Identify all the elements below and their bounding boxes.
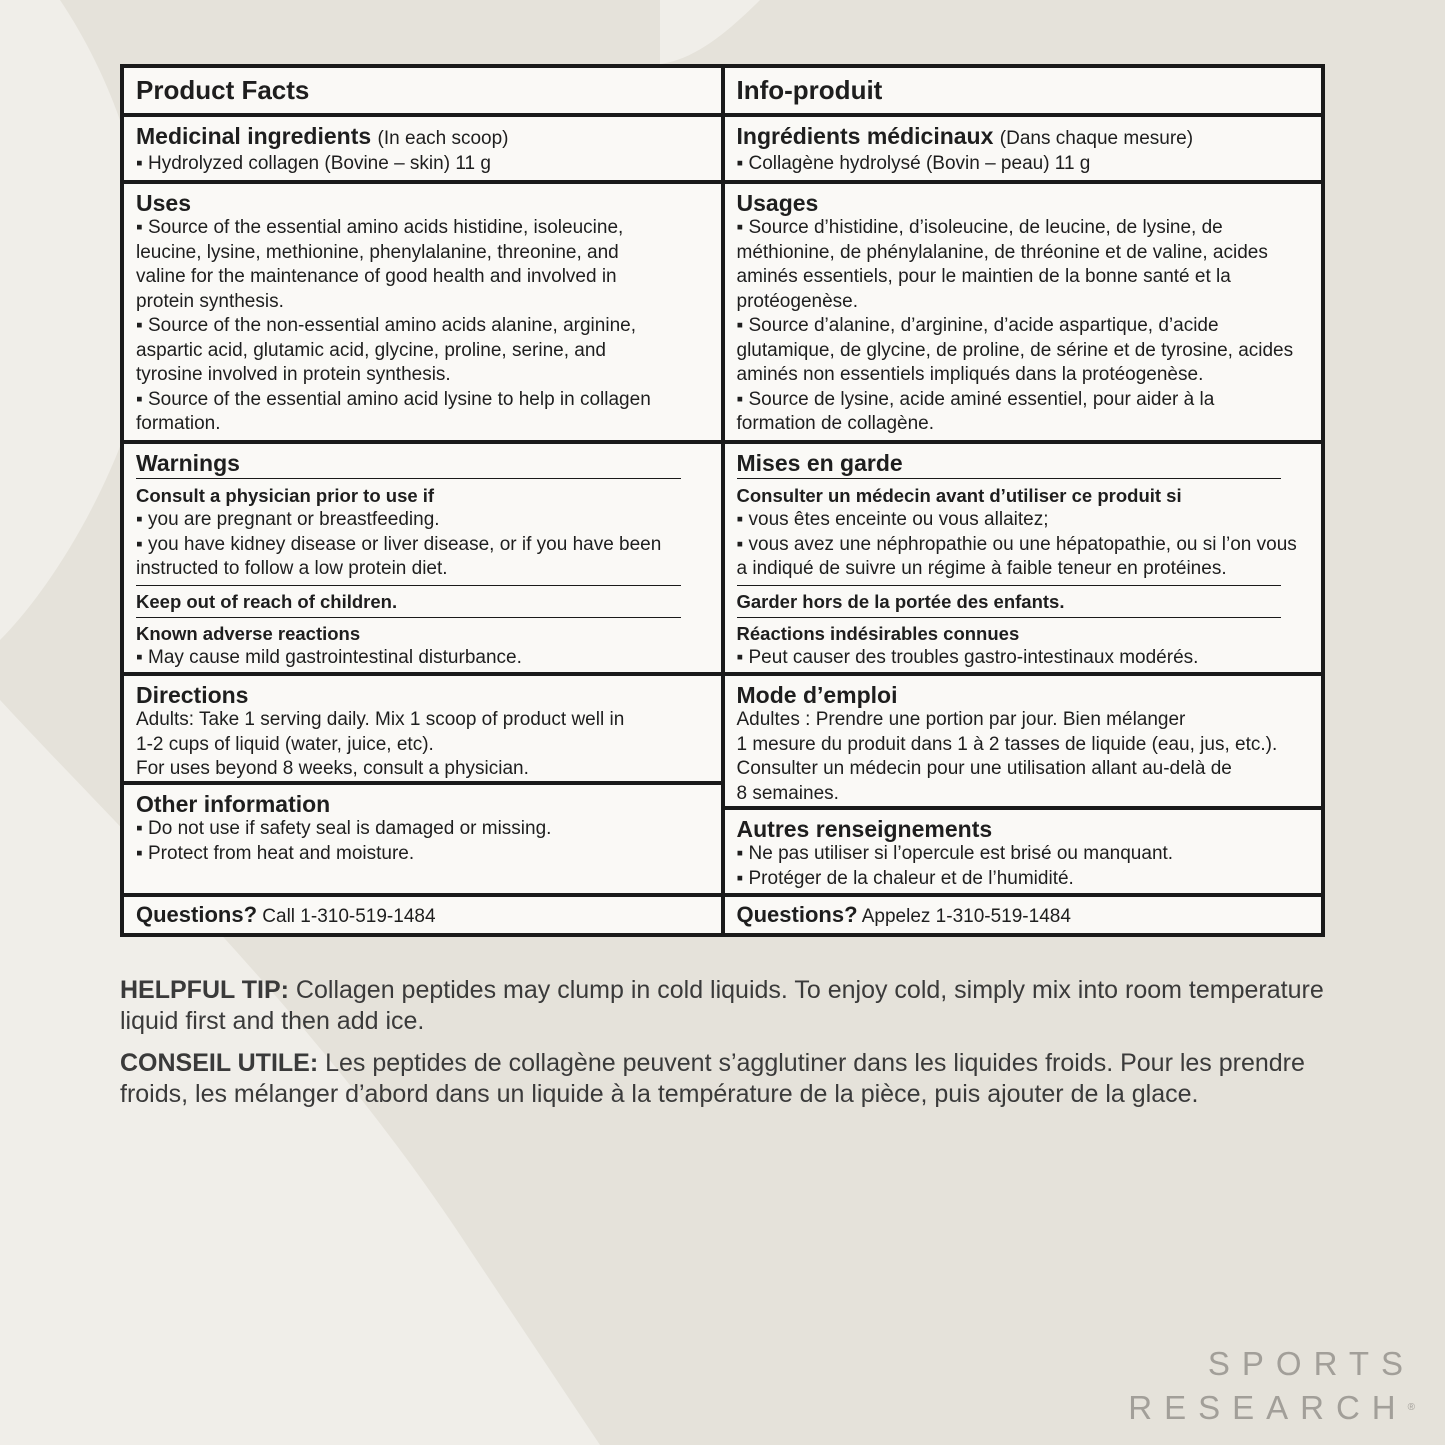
fr-other-line: ▪ Ne pas utiliser si l’opercule est brisé ou manquant.	[736, 843, 1174, 864]
en-medicinal-ingredients	[124, 117, 721, 180]
en-questions-label: Questions?	[136, 902, 258, 927]
helpful-tip-label: HELPFUL TIP:	[120, 976, 289, 1004]
french-column	[725, 68, 1322, 933]
fr-uses-line: ▪ Source de lysine, acide aminé essentiel, pour aider à la	[736, 388, 1215, 410]
fr-uses-line: glutamique, de glycine, de proline, de sérine et de tyrosine, acides	[736, 339, 1294, 361]
fr-questions-phone[interactable]: Appelez 1-310-519-1484	[857, 906, 1071, 927]
en-other-line: ▪ Protect from heat and moisture.	[136, 842, 415, 864]
fr-consult-line: a indiqué de suivre un régime à faible teneur en protéines.	[736, 558, 1227, 579]
fr-questions	[725, 897, 1322, 933]
en-consult-heading: Consult a physician prior to use if	[136, 485, 435, 506]
en-title-cell	[124, 68, 721, 113]
fr-uses-line: protéogenèse.	[736, 290, 858, 312]
en-uses-line: protein synthesis.	[136, 290, 284, 312]
divider	[136, 617, 681, 618]
tips-section	[120, 975, 1325, 1121]
en-directions-heading: Directions	[136, 682, 249, 708]
en-medicinal-heading: Medicinal ingredients	[136, 123, 372, 149]
fr-uses-line: méthionine, de phénylalanine, de thréonine et de valine, acides	[736, 241, 1268, 263]
en-consult-line: ▪ you have kidney disease or liver disease, or if you have been	[136, 533, 662, 555]
en-other-line: ▪ Do not use if safety seal is damaged or missing.	[136, 818, 552, 839]
en-directions-line: For uses beyond 8 weeks, consult a physician.	[136, 758, 529, 779]
en-uses-line: tyrosine involved in protein synthesis.	[136, 364, 451, 385]
fr-warnings	[725, 444, 1322, 672]
en-uses-line: leucine, lysine, methionine, phenylalanine, threonine, and	[136, 241, 619, 263]
fr-directions-line: Adultes : Prendre une portion par jour. Bien mélanger	[736, 709, 1186, 730]
en-medicinal-line: ▪ Hydrolyzed collagen (Bovine – skin) 11 g	[136, 153, 491, 174]
conseil-utile-text: Les peptides de collagène peuvent s’agglutiner dans les liquides froids. Pour les prendre froids, les mélanger d’abord dans un liquide à la température de la pièce, puis ajouter de la glace.	[120, 1049, 1305, 1108]
en-questions	[124, 897, 721, 933]
fr-medicinal-ingredients	[725, 117, 1322, 180]
en-other-heading: Other information	[136, 791, 331, 817]
fr-known-heading: Réactions indésirables connues	[736, 622, 1020, 644]
fr-directions-line: 1 mesure du produit dans 1 à 2 tasses de liquide (eau, jus, etc.).	[736, 733, 1278, 755]
fr-title-cell	[725, 68, 1322, 113]
helpful-tip-text: Collagen peptides may clump in cold liquids. To enjoy cold, simply mix into room temperature liquid first and then add ice.	[120, 976, 1324, 1035]
en-consult-line: instructed to follow a low protein diet.	[136, 558, 448, 579]
fr-uses-line: ▪ Source d’histidine, d’isoleucine, de leucine, de lysine, de	[736, 217, 1223, 238]
en-uses	[124, 184, 721, 440]
fr-uses-heading: Usages	[736, 190, 819, 216]
fr-directions	[725, 676, 1322, 806]
registered-mark: ®	[1407, 1402, 1415, 1413]
logo-line-2: RESEARCH	[1128, 1389, 1408, 1426]
fr-other-heading: Autres renseignements	[736, 816, 993, 842]
fr-uses-line: aminés essentiels, pour le maintien de la bonne santé et la	[736, 266, 1231, 287]
en-uses-heading: Uses	[136, 190, 191, 216]
fr-directions-line: 8 semaines.	[736, 782, 839, 804]
fr-keep-out: Garder hors de la portée des enfants.	[736, 590, 1065, 612]
en-uses-line: valine for the maintenance of good health and involved in	[136, 266, 617, 287]
en-known-heading: Known adverse reactions	[136, 622, 361, 644]
en-warnings-heading: Warnings	[136, 450, 681, 479]
divider	[136, 585, 681, 586]
en-known-line: ▪ May cause mild gastrointestinal disturbance.	[136, 646, 522, 668]
fr-uses-line: aminés non essentiels impliqués dans la protéogenèse.	[736, 364, 1204, 385]
en-consult-line: ▪ you are pregnant or breastfeeding.	[136, 509, 440, 530]
fr-directions-line: Consulter un médecin pour une utilisation allant au-delà de	[736, 758, 1232, 779]
fr-medicinal-sub: (Dans chaque mesure)	[999, 128, 1194, 149]
fr-medicinal-heading: Ingrédients médicinaux	[736, 123, 994, 149]
fr-consult-heading: Consulter un médecin avant d’utiliser ce produit si	[736, 485, 1182, 506]
en-directions-line: Adults: Take 1 serving daily. Mix 1 scoop of product well in	[136, 709, 625, 730]
fr-known-line: ▪ Peut causer des troubles gastro-intestinaux modérés.	[736, 646, 1199, 668]
fr-directions-heading: Mode d’emploi	[736, 682, 898, 708]
en-medicinal-sub: (In each scoop)	[377, 128, 509, 149]
fr-uses-line: formation de collagène.	[736, 413, 935, 434]
en-uses-line: ▪ Source of the essential amino acids histidine, isoleucine,	[136, 217, 624, 238]
english-column	[124, 68, 721, 933]
sports-research-logo	[1128, 1342, 1415, 1430]
helpful-tip	[120, 975, 1325, 1037]
en-uses-line: formation.	[136, 413, 221, 434]
divider	[737, 585, 1282, 586]
logo-line-1: SPORTS	[1207, 1345, 1415, 1382]
en-uses-line: ▪ Source of the non-essential amino acids alanine, arginine,	[136, 315, 636, 336]
conseil-utile-label: CONSEIL UTILE:	[120, 1049, 319, 1077]
fr-questions-label: Questions?	[736, 902, 858, 927]
product-facts-label	[120, 64, 1325, 937]
fr-uses	[725, 184, 1322, 440]
fr-title: Info-produit	[736, 75, 883, 105]
fr-other-information	[725, 810, 1322, 893]
fr-medicinal-line: ▪ Collagène hydrolysé (Bovin – peau) 11 g	[736, 153, 1091, 174]
en-directions	[124, 676, 721, 781]
en-keep-out: Keep out of reach of children.	[136, 590, 398, 612]
fr-warnings-heading: Mises en garde	[737, 450, 1282, 479]
conseil-utile	[120, 1048, 1325, 1110]
fr-consult-line: ▪ vous avez une néphropathie ou une hépatopathie, ou si l’on vous	[736, 533, 1297, 555]
divider	[737, 617, 1282, 618]
en-warnings	[124, 444, 721, 672]
fr-consult-line: ▪ vous êtes enceinte ou vous allaitez;	[736, 509, 1049, 530]
en-uses-line: aspartic acid, glutamic acid, glycine, proline, serine, and	[136, 339, 606, 361]
en-uses-line: ▪ Source of the essential amino acid lysine to help in collagen	[136, 388, 651, 410]
en-questions-phone[interactable]: Call 1-310-519-1484	[257, 906, 436, 927]
fr-uses-line: ▪ Source d’alanine, d’arginine, d’acide aspartique, d’acide	[736, 315, 1219, 336]
en-other-information	[124, 785, 721, 893]
fr-other-line: ▪ Protéger de la chaleur et de l’humidité.	[736, 867, 1074, 889]
en-directions-line: 1-2 cups of liquid (water, juice, etc).	[136, 733, 434, 755]
en-title: Product Facts	[136, 75, 310, 105]
